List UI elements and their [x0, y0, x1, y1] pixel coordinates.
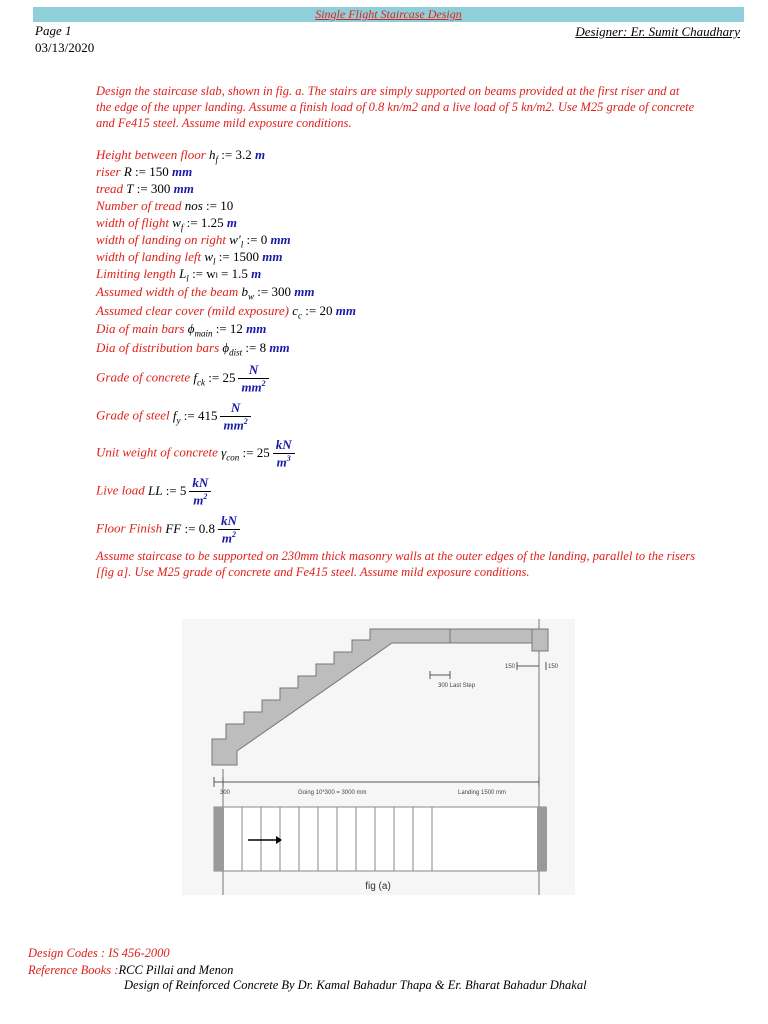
- designer: Designer: Er. Sumit Chaudhary: [575, 24, 740, 39]
- param-label: Number of tread: [96, 198, 182, 213]
- param-value: 0.8: [198, 520, 215, 536]
- param-symbol: b: [241, 284, 249, 299]
- param-value: 20: [319, 303, 333, 318]
- reference-2: Design of Reinforced Concrete By Dr. Kamal Bahadur Thapa & Er. Bharat Bahadur Dhakal: [124, 978, 587, 992]
- param-unit: mm: [270, 232, 291, 247]
- unit-numerator: N: [220, 400, 250, 417]
- stair-flight: [212, 629, 450, 765]
- param-row: Assumed clear cover (mild exposure) $c_c$ := 20 mm: [96, 303, 356, 321]
- problem-statement: Design the staircase slab, shown in fig. a. The stairs are simply supported on beams provided at the first riser and at the edge of the upper landing. Assume a finish load of 0.8 kn/m2 and a live load of 5 kn/m2. Use M25 grade of concrete and Fe415 steel. Assume mild exposure conditions.: [96, 84, 695, 130]
- param-label: Grade of concrete: [96, 369, 191, 385]
- param-sub: dist: [229, 347, 243, 358]
- param-unit: m: [251, 266, 262, 281]
- param-label: Dia of main bars: [96, 321, 185, 336]
- title-bar: [33, 7, 744, 22]
- param-label: Assumed width of the beam: [96, 284, 239, 299]
- param-value: wₗ = 1.5: [206, 266, 248, 281]
- param-value: 150: [149, 164, 169, 179]
- param-row: Dia of distribution bars $\phi_{dist}$ := 8 mm: [96, 340, 290, 358]
- unit-denominator: $mm^2$: [241, 379, 266, 395]
- param-row-fraction: Floor Finish FF := 0.8 $\frac{kN}{m^2}$: [96, 513, 240, 546]
- param-unit: mm: [262, 249, 283, 264]
- param-symbol: γ: [221, 444, 227, 460]
- param-sub: main: [194, 328, 213, 339]
- param-label: tread: [96, 181, 123, 196]
- param-row: width of landing on right $w'_l$ := 0 mm: [96, 232, 291, 250]
- param-label: Assumed clear cover (mild exposure): [96, 303, 290, 318]
- plan-right-wall: [537, 807, 547, 871]
- unit-fraction: [273, 437, 295, 470]
- param-value: 12: [229, 321, 243, 336]
- param-symbol: nos: [184, 198, 203, 213]
- param-symbol: LL: [148, 482, 163, 498]
- param-row: Height between floor $h_f$ := 3.2 m: [96, 147, 266, 165]
- support-assumption: Assume staircase to be supported on 230mm thick masonry walls at the outer edges of the landing, parallel to the risers [fig a]. Use M25 grade of concrete and Fe415 steel. Assume mild exposure conditions.: [96, 549, 696, 579]
- param-sub: l: [213, 256, 216, 267]
- param-symbol: w: [172, 215, 181, 230]
- param-value: 0: [260, 232, 268, 247]
- param-sub: con: [226, 452, 240, 463]
- unit-fraction: [220, 400, 250, 433]
- param-label: riser: [96, 164, 121, 179]
- design-codes: Design Codes : IS 456-2000: [28, 946, 170, 960]
- param-unit: mm: [269, 340, 290, 355]
- param-unit: mm: [246, 321, 267, 336]
- unit-denominator: $m^2$: [193, 492, 208, 508]
- unit-numerator: kN: [218, 513, 240, 530]
- param-row: Dia of main bars $\phi_{main}$ := 12 mm: [96, 321, 267, 339]
- staircase-figure: [182, 619, 575, 895]
- param-row: Limiting length $L_l$ := wₗ = 1.5 m: [96, 266, 262, 284]
- param-sub: y: [176, 415, 181, 426]
- going-label: Going 10*300 = 3000 mm: [298, 790, 367, 796]
- reference-books: [28, 962, 233, 979]
- param-sub: l: [240, 239, 244, 250]
- param-sub: w: [248, 291, 255, 302]
- param-unit: m: [254, 147, 266, 162]
- param-row: Number of tread nos := 10: [96, 198, 234, 213]
- param-row: Assumed width of the beam $b_w$ := 300 mm: [96, 284, 315, 302]
- date: 03/13/2020: [35, 40, 95, 55]
- param-row: tread T := 300 mm: [96, 181, 194, 196]
- param-symbol: T: [126, 181, 134, 196]
- plan-left-wall: [214, 807, 224, 871]
- param-label: width of flight: [96, 215, 169, 230]
- param-label: Limiting length: [96, 266, 176, 281]
- last-step-label: 300 Last Step: [438, 683, 476, 689]
- param-value: 5: [179, 482, 187, 498]
- param-sub: f: [215, 154, 219, 165]
- param-symbol: h: [209, 147, 216, 162]
- param-label: Live load: [96, 482, 145, 498]
- param-value: 300: [271, 284, 291, 299]
- dim-300: 300: [220, 790, 231, 796]
- unit-numerator: kN: [273, 437, 295, 454]
- unit-fraction: [238, 362, 268, 395]
- param-symbol: w': [229, 232, 241, 247]
- param-value: 10: [220, 198, 234, 213]
- param-symbol: c: [292, 303, 299, 318]
- param-sub: f: [180, 222, 184, 233]
- param-row-fraction: Grade of steel $f_y$ := 415 $\frac{N}{mm^2}$: [96, 400, 251, 433]
- param-value: 415: [197, 407, 218, 423]
- param-row-fraction: Unit weight of concrete $\gamma_{con}$ := 25 $\frac{kN}{m^3}$: [96, 437, 295, 470]
- param-symbol: f: [172, 407, 177, 423]
- param-row-fraction: Grade of concrete $f_{ck}$ := 25 $\frac{N}{mm^2}$: [96, 362, 269, 395]
- unit-numerator: N: [238, 362, 268, 379]
- param-symbol: L: [179, 266, 187, 281]
- param-unit: mm: [335, 303, 356, 318]
- param-label: Floor Finish: [96, 520, 163, 536]
- reference-1: RCC Pillai and Menon: [118, 963, 234, 977]
- param-row-fraction: Live load LL := 5 $\frac{kN}{m^2}$: [96, 475, 211, 508]
- unit-denominator: $mm^2$: [223, 417, 248, 433]
- param-symbol: f: [193, 369, 197, 385]
- staircase-diagram: [182, 619, 575, 895]
- param-symbol: R: [123, 164, 132, 179]
- unit-fraction: [218, 513, 240, 546]
- dim-top-left: 150: [504, 664, 515, 670]
- unit-numerator: kN: [189, 475, 211, 492]
- unit-denominator: $m^2$: [221, 530, 236, 546]
- param-symbol: ϕ: [222, 340, 230, 355]
- param-label: width of landing left: [96, 249, 202, 264]
- unit-fraction: [189, 475, 211, 508]
- param-sub: ck: [196, 377, 205, 388]
- reference-label: Reference Books :: [28, 963, 119, 977]
- document-title: Single Flight Staircase Design: [315, 7, 462, 21]
- param-label: Grade of steel: [96, 407, 170, 423]
- param-value: 1500: [232, 249, 259, 264]
- param-symbol: w: [204, 249, 214, 264]
- figure-caption: fig (a): [365, 881, 391, 892]
- param-value: 25: [256, 444, 270, 460]
- param-value: 300: [150, 181, 171, 196]
- param-value: 1.25: [200, 215, 224, 230]
- plan-outline: [214, 807, 546, 871]
- param-unit: mm: [171, 164, 193, 179]
- param-label: width of landing on right: [96, 232, 227, 247]
- param-sub: c: [298, 310, 303, 321]
- param-value: 8: [259, 340, 267, 355]
- param-row: width of landing left $w_l$ := 1500 mm: [96, 249, 283, 267]
- param-unit: mm: [173, 181, 194, 196]
- footer: [28, 945, 233, 979]
- param-unit: mm: [294, 284, 315, 299]
- unit-denominator: $m^3$: [276, 454, 291, 470]
- dim-top-right: 150: [548, 664, 559, 670]
- landing-label: Landing 1500 mm: [458, 790, 507, 796]
- param-row: width of flight $w_f$ := 1.25 m: [96, 215, 237, 233]
- param-symbol: ϕ: [187, 321, 195, 336]
- param-unit: m: [226, 215, 237, 230]
- param-sub: l: [186, 273, 189, 284]
- param-value: 25: [222, 369, 236, 385]
- param-label: Height between floor: [96, 147, 206, 162]
- param-value: 3.2: [235, 147, 252, 162]
- param-row: riser R := 150 mm: [96, 164, 193, 179]
- param-label: Dia of distribution bars: [96, 340, 220, 355]
- param-label: Unit weight of concrete: [96, 444, 218, 460]
- param-symbol: FF: [165, 520, 182, 536]
- page-number: Page 1: [35, 23, 72, 38]
- landing-end: [532, 629, 548, 651]
